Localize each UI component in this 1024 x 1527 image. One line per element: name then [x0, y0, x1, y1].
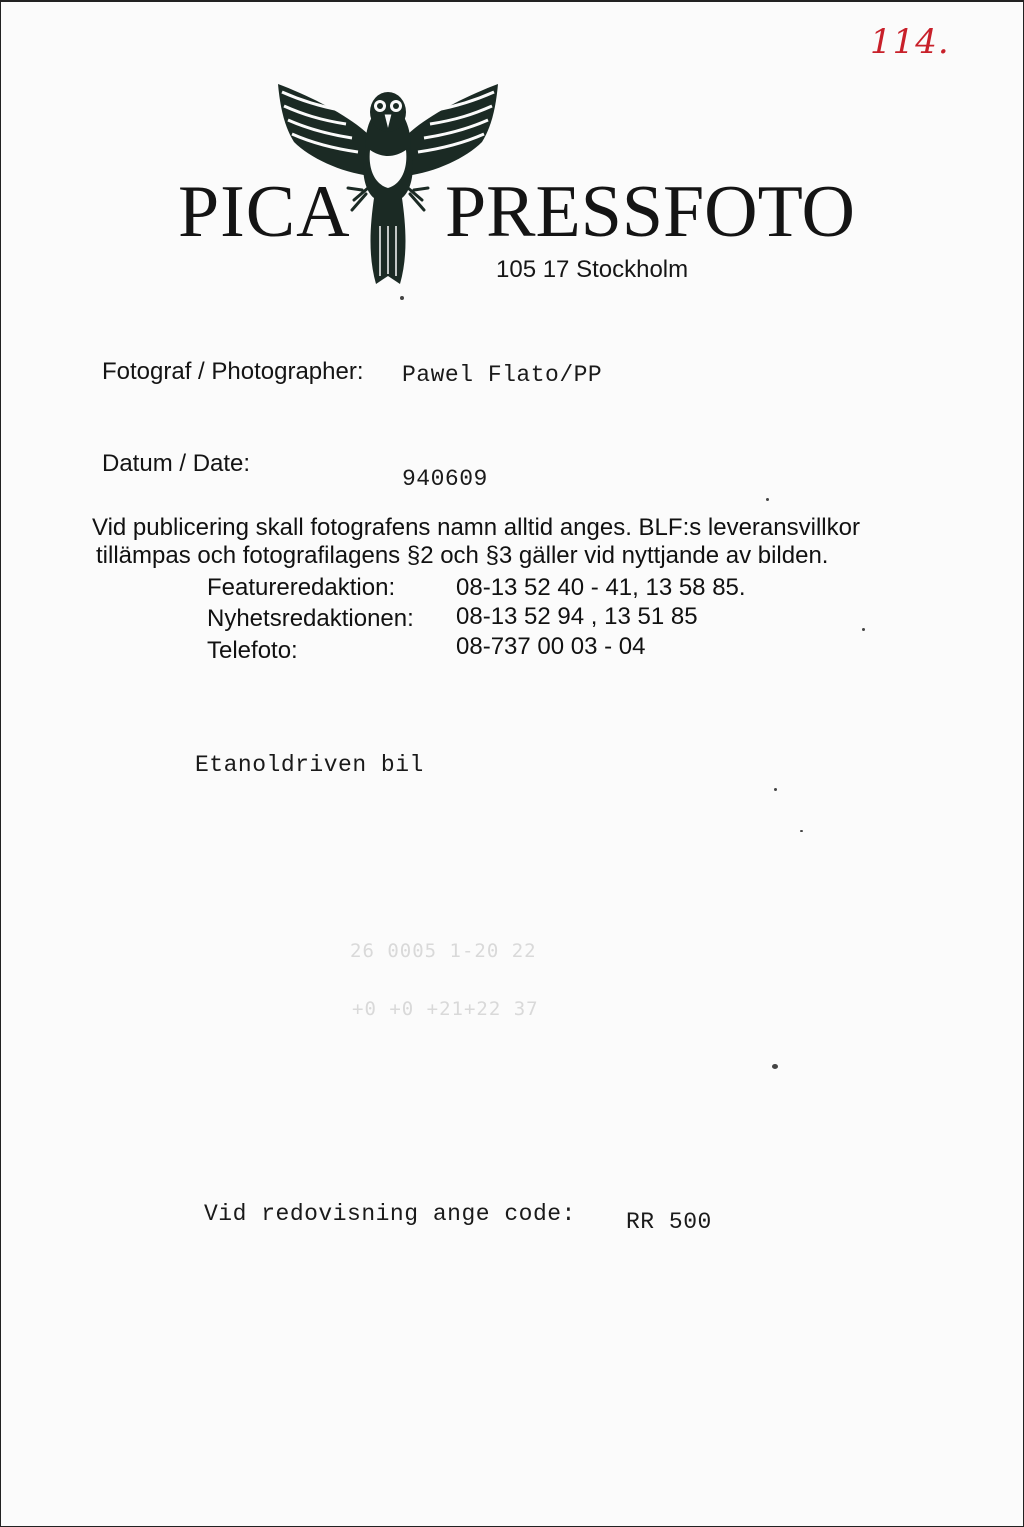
contact-label-telefoto: Telefoto:: [207, 637, 298, 664]
photographer-label: Fotograf / Photographer:: [102, 358, 364, 385]
contact-value-news: 08-13 52 94 , 13 51 85: [456, 603, 698, 630]
scan-speck: [400, 296, 404, 300]
contact-value-telefoto: 08-737 00 03 - 04: [456, 633, 646, 660]
contact-value-feature: 08-13 52 40 - 41, 13 58 85.: [456, 574, 746, 601]
faint-stamp-line-2: +0 +0 +21+22 37: [352, 998, 539, 1020]
code-label: Vid redovisning ange code:: [204, 1201, 576, 1227]
contact-label-news: Nyhetsredaktionen:: [207, 605, 414, 632]
photographer-value: Pawel Flato/PP: [402, 362, 603, 388]
scan-speck: [862, 628, 865, 631]
address: 105 17 Stockholm: [496, 256, 689, 283]
scan-speck: [774, 788, 777, 791]
brand-name-left: PICA: [178, 171, 351, 253]
handwritten-number: 114.: [870, 22, 950, 62]
brand-name-right: PRESSFOTO: [445, 171, 855, 253]
scan-speck: [772, 1064, 778, 1069]
notice-line-2: tillämpas och fotografilagens §2 och §3 gäller vid nyttjande av bilden.: [96, 542, 829, 569]
notice-line-1: Vid publicering skall fotografens namn alltid anges. BLF:s leveransvillkor: [92, 514, 860, 541]
scan-speck: [766, 498, 769, 501]
code-value: RR 500: [626, 1209, 712, 1235]
photo-caption: Etanoldriven bil: [195, 752, 424, 778]
contact-label-feature: Featureredaktion:: [207, 574, 396, 601]
scan-speck: [800, 830, 803, 832]
faint-stamp-line-1: 26 0005 1-20 22: [350, 940, 537, 962]
date-value: 940609: [402, 466, 488, 492]
date-label: Datum / Date:: [102, 450, 251, 477]
